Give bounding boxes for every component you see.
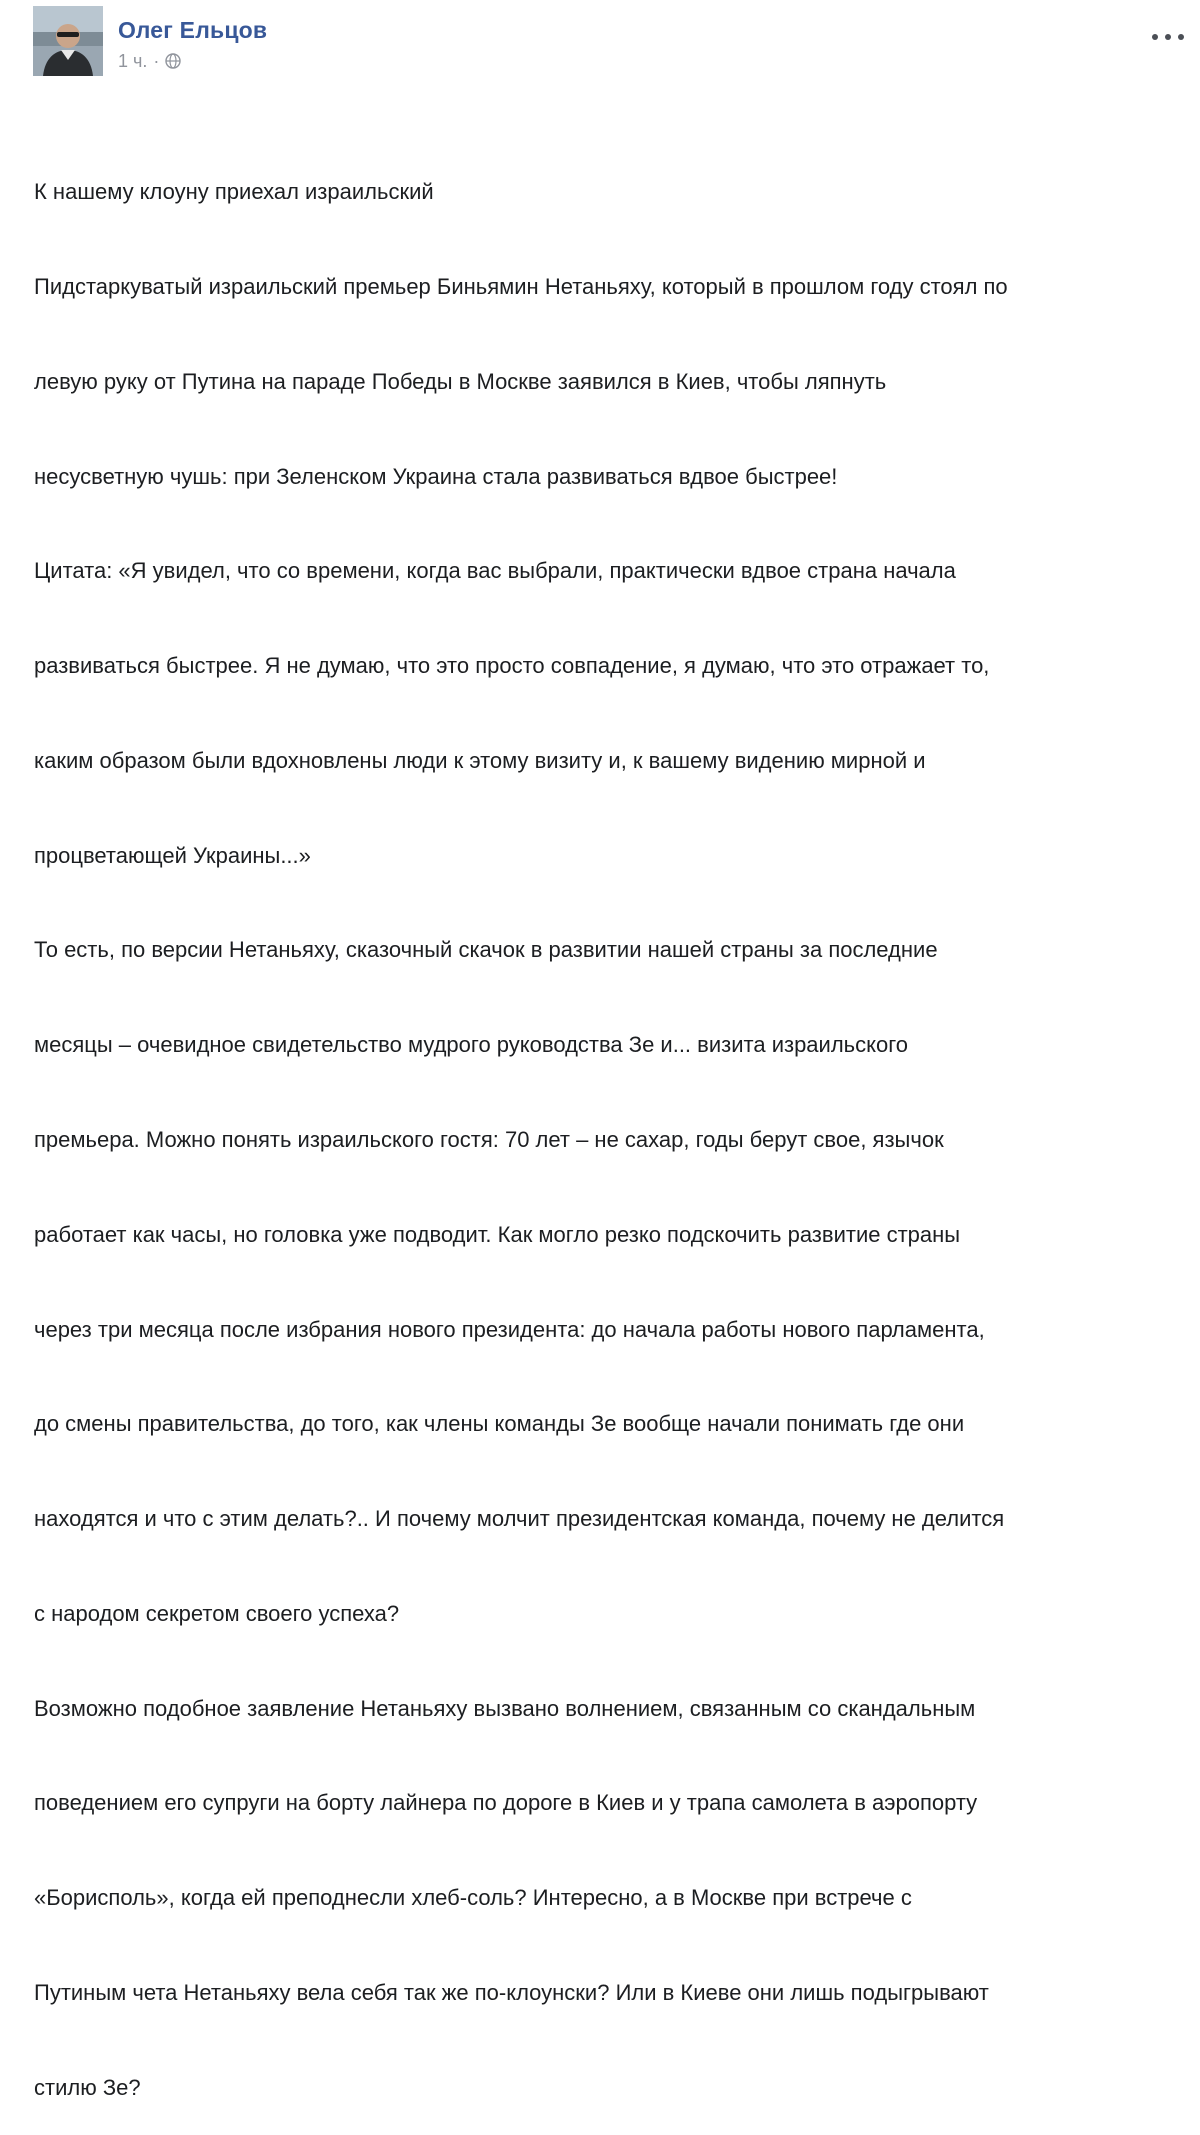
post-line: стилю Зе?: [34, 2074, 141, 2100]
post-line: Пидстаркуватый израильский премьер Биньямин Нетаньяху, который в прошлом году стоял по: [34, 273, 1008, 299]
author-name[interactable]: Олег Ельцов: [118, 17, 268, 43]
post-line: «Борисполь», когда ей преподнесли хлеб-соль? Интересно, а в Москве при встрече с: [34, 1885, 912, 1911]
post-line: работает как часы, но головка уже подводит. Как могло резко подскочить развитие страны: [34, 1221, 961, 1247]
post-line: Возможно подобное заявление Нетаньяху вызвано волнением, связанным со скандальным: [34, 1695, 976, 1721]
post-text: [34, 113, 1174, 2135]
post-timestamp[interactable]: 1 ч.: [118, 50, 148, 71]
more-dot: [1152, 34, 1158, 40]
post-line: Цитата: «Я увидел, что со времени, когда вас выбрали, практически вдвое страна начала: [34, 558, 956, 584]
post-meta: [118, 50, 181, 72]
post-line: левую руку от Путина на параде Победы в Москве заявился в Киев, чтобы ляпнуть: [34, 368, 887, 394]
post-line: развиваться быстрее. Я не думаю, что это просто совпадение, я думаю, что это отражает то,: [34, 653, 990, 679]
post-line: процветающей Украины...»: [34, 842, 311, 868]
post-line: поведением его супруги на борту лайнера по дороге в Киев и у трапа самолета в аэропорту: [34, 1790, 978, 1816]
globe-icon[interactable]: [165, 53, 181, 69]
post-line: через три месяца после избрания нового президента: до начала работы нового парламента,: [34, 1316, 985, 1342]
post-line: до смены правительства, до того, как члены команды Зе вообще начали понимать где они: [34, 1411, 965, 1437]
post-line: К нашему клоуну приехал израильский: [34, 179, 434, 205]
author-avatar[interactable]: [33, 6, 103, 76]
more-dot: [1178, 34, 1184, 40]
post-line: То есть, по версии Нетаньяху, сказочный скачок в развитии нашей страны за последние: [34, 937, 938, 963]
post-header: [0, 0, 1200, 100]
post-line: Путиным чета Нетаньяху вела себя так же по-клоунски? Или в Киеве они лишь подыгрывают: [34, 1980, 989, 2006]
meta-separator: ·: [153, 50, 160, 71]
post-line: премьера. Можно понять израильского гостя: 70 лет – не сахар, годы берут свое, язычок: [34, 1127, 944, 1152]
post-line: несусветную чушь: при Зеленском Украина стала развиваться вдвое быстрее!: [34, 463, 838, 489]
more-dot: [1165, 34, 1171, 40]
post-line: с народом секретом своего успеха?: [34, 1600, 400, 1626]
post-line: месяцы – очевидное свидетельство мудрого руководства Зе и... визита израильского: [34, 1032, 909, 1058]
more-options-button[interactable]: [1152, 30, 1184, 44]
post-line: находятся и что с этим делать?.. И почему молчит президентская команда, почему не делится: [34, 1506, 1005, 1532]
post-line: каким образом были вдохновлены люди к этому визиту и, к вашему видению мирной и: [34, 747, 926, 773]
profile-photo-icon: [33, 6, 103, 76]
